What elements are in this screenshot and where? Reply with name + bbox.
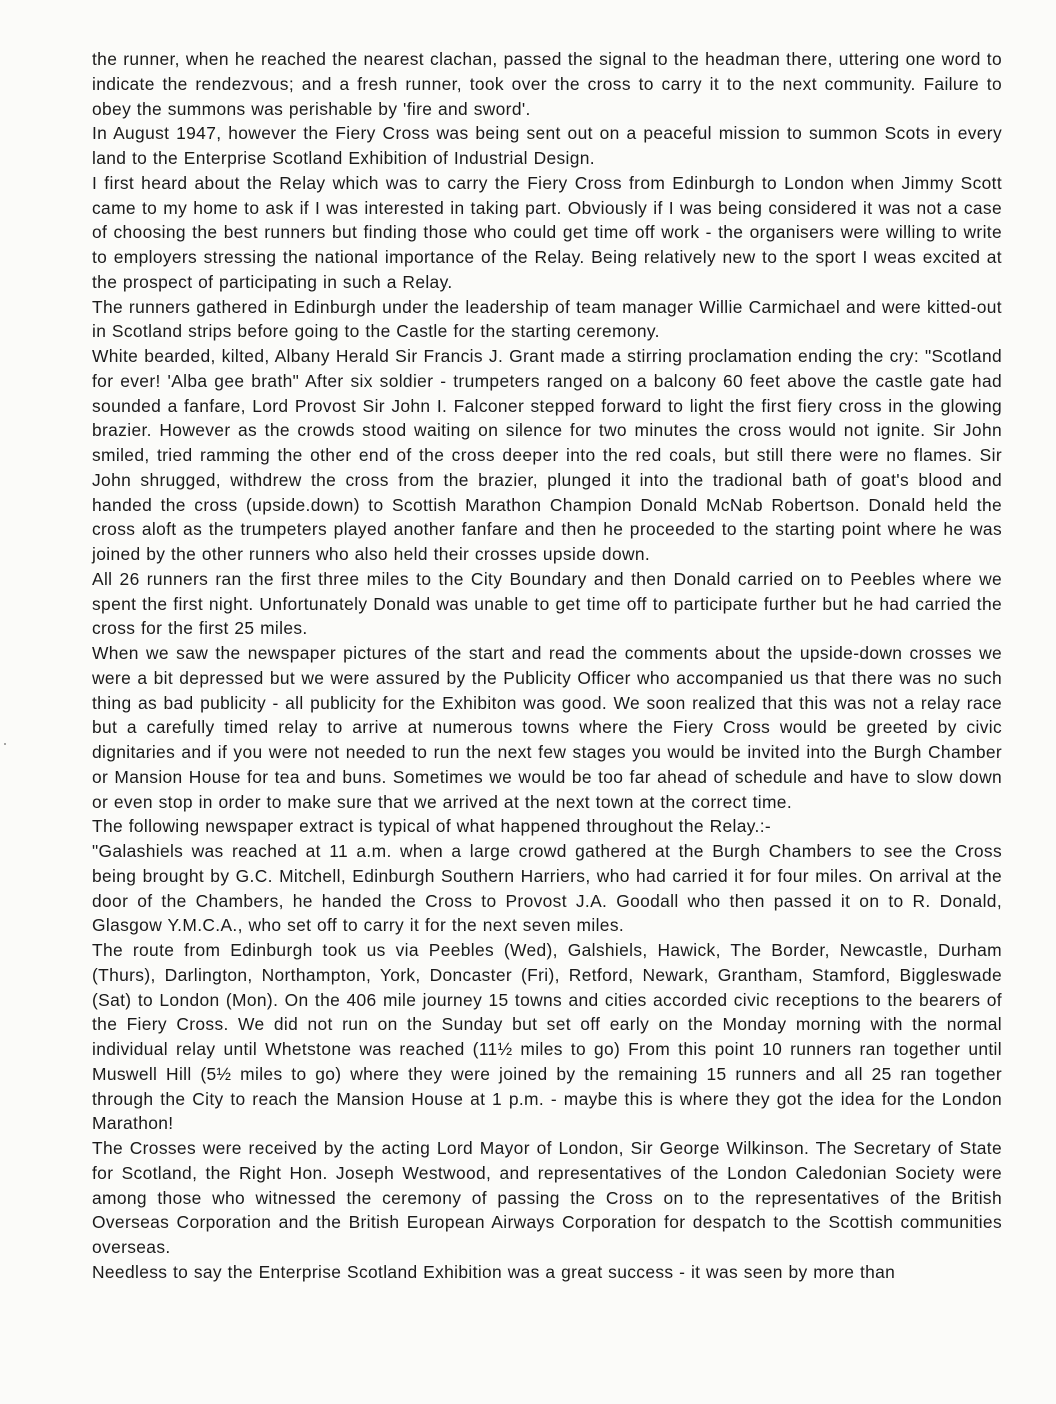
paragraph-runner-signal: the runner, when he reached the nearest clachan, passed the signal to the headman there, uttering one word to indicate the rendezvous; and a fresh runner, took over the cross to carry it to the next community. Failure to obey the summons was perishable by 'fire and sword'. (92, 49, 1002, 119)
scan-speck (4, 743, 6, 745)
paragraph-26-runners: All 26 runners ran the first three miles to the City Boundary and then Donald carried on to Peebles where we spent the first night. Unfortunately Donald was unable to get time off to participate further but he had carried the cross for the first 25 miles. (92, 568, 1002, 639)
paragraph-runners-gathered: The runners gathered in Edinburgh under the leadership of team manager Willie Carmichael and were kitted-out in Scotland strips before going to the Castle for the starting ceremony. (92, 296, 1002, 342)
paragraph-starting-ceremony: White bearded, kilted, Albany Herald Sir Francis J. Grant made a stirring proclamation ending the cry: "Scotland for ever! 'Alba gee brath" After six soldier - trumpeters ranged on a balcony 60 feet above the castle gate had sounded a fanfare, Lord Provost Sir John I. Falconer stepped forward to light the first fiery cross in the glowing brazier. However as the crowds stood waiting on silence for two minutes the cross would not ignite. Sir John smiled, tried ramming the other end of the cross deeper into the red coals, but still there were no flames. Sir John shrugged, withdrew the cross from the brazier, plunged it into the tradional bath of goat's blood and handed the cross (upside.down) to Scottish Marathon Champion Donald McNab Robertson. Donald held the cross aloft as the trumpeters played another fanfare and then he proceeded to the starting point where he was joined by the other runners who also held their crosses upside down. (92, 346, 1002, 564)
paragraph-first-heard: I first heard about the Relay which was to carry the Fiery Cross from Edinburgh to London when Jimmy Scott came to my home to ask if I was interested in taking part. Obviously if I was being considered it was not a case of choosing the best runners but finding those who could get time off work - the organisers were willing to write to employers stressing the national importance of the Relay. Being relatively new to the sport I weas excited at the prospect of participating in such a Relay. (92, 172, 1002, 292)
paragraph-extract-intro: The following newspaper extract is typical of what happened throughout the Relay.:- (92, 816, 772, 837)
paragraph-august-1947: In August 1947, however the Fiery Cross was being sent out on a peaceful mission to summon Scots in every land to the Enterprise Scotland Exhibition of Industrial Design. (92, 123, 1002, 168)
article-body (92, 47, 1002, 1285)
paragraph-route: The route from Edinburgh took us via Peebles (Wed), Galshiels, Hawick, The Border, Newcastle, Durham (Thurs), Darlington, Northampton, York, Doncaster (Fri), Retford, Newark, Grantham, Stamford, Biggleswade (Sat) to London (Mon). On the 406 mile journey 15 towns and cities accorded civic receptions to the bearers of the Fiery Cross. We did not run on the Sunday but set off early on the Monday morning with the normal individual relay until Whetstone was reached (11½ miles to go) From this point 10 runners ran together until Muswell Hill (5½ miles to go) where they were joined by the remaining 15 runners and all 25 ran together through the City to reach the Mansion House at 1 p.m. - maybe this is where they got the idea for the London Marathon! (92, 940, 1002, 1134)
paragraph-crosses-received: The Crosses were received by the acting Lord Mayor of London, Sir George Wilkinson. The Secretary of State for Scotland, the Right Hon. Joseph Westwood, and representatives of the London Caledonian Society were among those who witnessed the ceremony of passing the Cross on to the representatives of the British Overseas Corporation and the British European Airways Corporation for despatch to the Scottish communities overseas. (92, 1138, 1002, 1257)
paragraph-newspaper-pictures: When we saw the newspaper pictures of the start and read the comments about the upside-down crosses we were a bit depressed but we were assured by the Publicity Officer who accompanied us that there was no such thing as bad publicity - all publicity for the Exhibiton was good. We soon realized that this was not a relay race but a carefully timed relay to arrive at numerous towns where the Fiery Cross would be greeted by civic dignitaries and if you were not needed to run the next few stages you would be invited into the Burgh Chamber or Mansion House for tea and buns. Sometimes we would be too far ahead of schedule and have to slow down or even stop in order to make sure that we arrived at the next town at the correct time. (92, 643, 1002, 812)
paragraph-galashiels-quote: "Galashiels was reached at 11 a.m. when a large crowd gathered at the Burgh Chambers to see the Cross being brought by G.C. Mitchell, Edinburgh Southern Harriers, who had carried it for four miles. On arrival at the door of the Chambers, he handed the Cross to Provost J.A. Goodall who then passed it on to R. Donald, Glasgow Y.M.C.A., who set off to carry it for the next seven miles. (92, 841, 1002, 936)
paragraph-exhibition-success: Needless to say the Enterprise Scotland Exhibition was a great success - it was seen by more than (92, 1261, 896, 1282)
